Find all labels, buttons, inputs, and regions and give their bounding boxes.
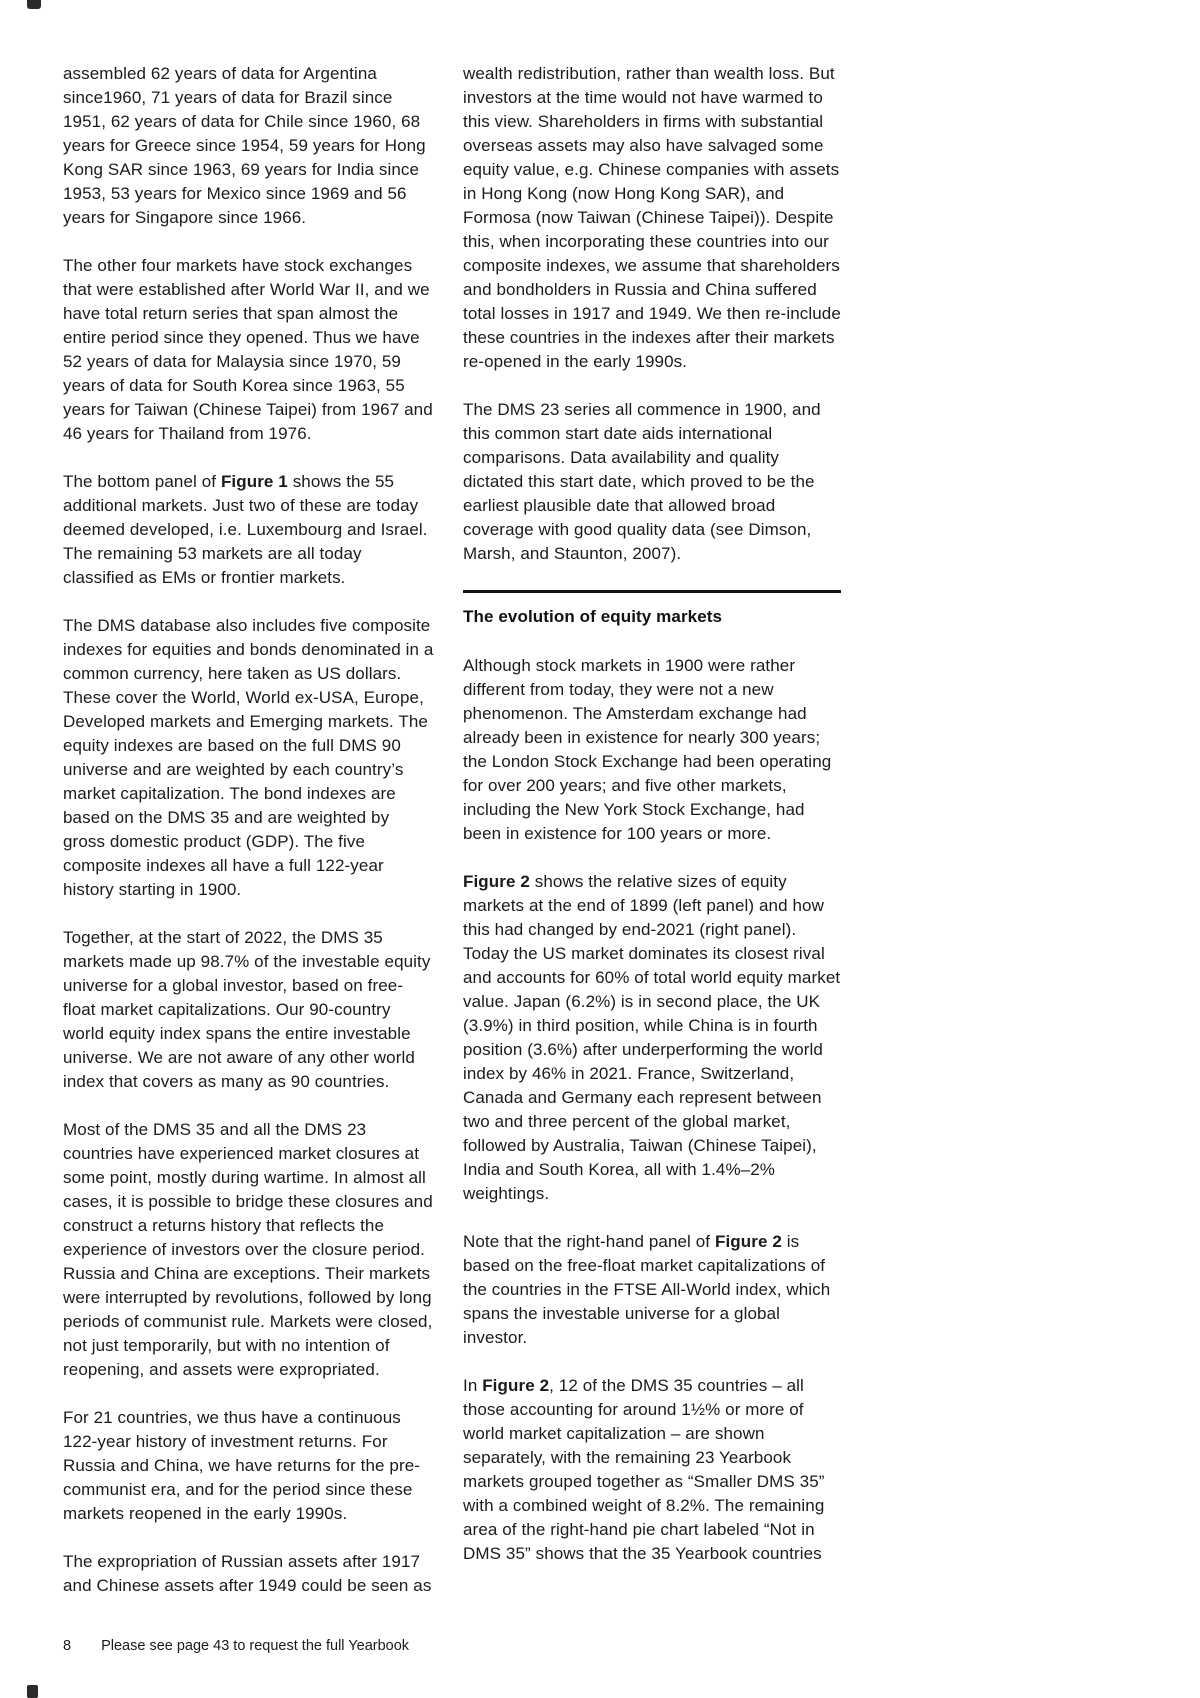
text-run: Most of the DMS 35 and all the DMS 23 countries have experienced market closures at some point, mostly during wartime. In almost all cases, it is possible to bridge these closures and construct a returns history that reflects the experience of investors over the closure period. Russia and China are exceptions. Their markets were interrupted by revolutions, followed by long periods of communist rule. Markets were closed, not just temporarily, but with no intention of reopening, and assets were expropriated. <box>63 1120 433 1379</box>
text-run: In <box>463 1376 483 1395</box>
paragraph <box>463 1230 841 1350</box>
text-run: wealth redistribution, rather than wealth loss. But investors at the time would not have warmed to this view. Shareholders in firms with substantial overseas assets may also have salvaged some equity value, e.g. Chinese companies with assets in Hong Kong (now Hong Kong SAR), and Formosa (now Taiwan (Chinese Taipei)). Despite this, when incorporating these countries into our composite indexes, we assume that shareholders and bondholders in Russia and China suffered total losses in 1917 and 1949. We then re-include these countries in the indexes after their markets re-opened in the early 1990s. <box>463 64 841 371</box>
page-footer <box>63 1637 409 1655</box>
text-run: shows the relative sizes of equity markets at the end of 1899 (left panel) and how this had changed by end-2021 (right panel). Today the US market dominates its closest rival and accounts for 60% of total world equity market value. Japan (6.2%) is in second place, the UK (3.9%) in third position, while China is in fourth position (3.6%) after underperforming the world index by 46% in 2021. France, Switzerland, Canada and Germany each represent between two and three percent of the global market, followed by Australia, Taiwan (Chinese Taipei), India and South Korea, all with 1.4%–2% weightings. <box>463 872 841 1203</box>
paragraph <box>63 1550 435 1598</box>
paragraph <box>63 614 435 902</box>
text-run: The other four markets have stock exchanges that were established after World War II, and we have total return series that span almost the entire period since they opened. Thus we have 52 years of data for Malaysia since 1970, 59 years of data for South Korea since 1963, 55 years for Taiwan (Chinese Taipei) from 1967 and 46 years for Thailand from 1976. <box>63 256 433 443</box>
paragraph <box>463 654 841 846</box>
text-run: For 21 countries, we thus have a continuous 122-year history of investment returns. For Russia and China, we have returns for the pre-communist era, and for the period since these markets reopened in the early 1990s. <box>63 1408 421 1523</box>
paragraph <box>63 254 435 446</box>
text-run: Together, at the start of 2022, the DMS 35 markets made up 98.7% of the investable equity universe for a global investor, based on free-float market capitalizations. Our 90-country world equity index spans the entire investable universe. We are not aware of any other world index that covers as many as 90 countries. <box>63 928 431 1091</box>
paragraph <box>63 926 435 1094</box>
section-heading: The evolution of equity markets <box>463 607 723 626</box>
text-run: The DMS database also includes five composite indexes for equities and bonds denominated in a common currency, here taken as US dollars. These cover the World, World ex-USA, Europe, Developed markets and Emerging markets. The equity indexes are based on the full DMS 90 universe and are weighted by each country’s market capitalization. The bond indexes are based on the DMS 35 and are weighted by gross domestic product (GDP). The five composite indexes all have a full 122-year history starting in 1900. <box>63 616 434 899</box>
text-run: , 12 of the DMS 35 countries – all those accounting for around 1½% or more of world market capitalization – are shown separately, with the remaining 23 Yearbook markets grouped together as “Smaller DMS 35” with a combined weight of 8.2%. The remaining area of the right-hand pie chart labeled “Not in DMS 35” shows that the 35 Yearbook countries <box>463 1376 825 1563</box>
paragraph <box>63 62 435 230</box>
paragraph <box>63 1118 435 1382</box>
text-run: Figure 2 <box>482 1376 550 1395</box>
page-number: 8 <box>63 1638 72 1654</box>
scan-artifact-bottom <box>27 1685 38 1698</box>
left-column <box>63 62 435 1622</box>
page-content <box>63 62 841 1622</box>
text-run: Figure 1 <box>220 472 288 491</box>
right-column <box>463 62 841 1622</box>
text-run: The expropriation of Russian assets after 1917 and Chinese assets after 1949 could be seen as <box>63 1552 432 1595</box>
paragraph <box>463 1374 841 1566</box>
text-run: The DMS 23 series all commence in 1900, and this common start date aids international comparisons. Data availability and quality dictated this start date, which proved to be the earliest plausible date that allowed broad coverage with good quality data (see Dimson, Marsh, and Staunton, 2007). <box>463 400 821 563</box>
text-run: Figure 2 <box>463 872 530 891</box>
text-run: Although stock markets in 1900 were rather different from today, they were not a new phenomenon. The Amsterdam exchange had already been in existence for nearly 300 years; the London Stock Exchange had been operating for over 200 years; and five other markets, including the New York Stock Exchange, had been in existence for 100 years or more. <box>463 656 832 843</box>
scan-artifact-top <box>27 0 41 9</box>
text-run: shows the 55 additional markets. Just two of these are today deemed developed, i.e. Luxembourg and Israel. The remaining 53 markets are all today classified as EMs or frontier markets. <box>63 472 428 587</box>
footer-note: Please see page 43 to request the full Yearbook <box>101 1638 410 1654</box>
text-run: assembled 62 years of data for Argentina since1960, 71 years of data for Brazil since 1951, 62 years of data for Chile since 1960, 68 years for Greece since 1954, 59 years for Hong Kong SAR since 1963, 69 years for India since 1953, 53 years for Mexico since 1969 and 56 years for Singapore since 1966. <box>63 64 426 227</box>
section-rule <box>463 590 841 593</box>
paragraph <box>463 870 841 1206</box>
paragraph <box>463 398 841 566</box>
text-run: is based on the free-float market capitalizations of the countries in the FTSE All-World index, which spans the investable universe for a global investor. <box>463 1232 831 1347</box>
text-run: Figure 2 <box>714 1232 782 1251</box>
paragraph <box>63 1406 435 1526</box>
text-run: The bottom panel of <box>63 472 221 491</box>
paragraph <box>63 470 435 590</box>
paragraph <box>463 62 841 374</box>
text-run: Note that the right-hand panel of <box>463 1232 715 1251</box>
